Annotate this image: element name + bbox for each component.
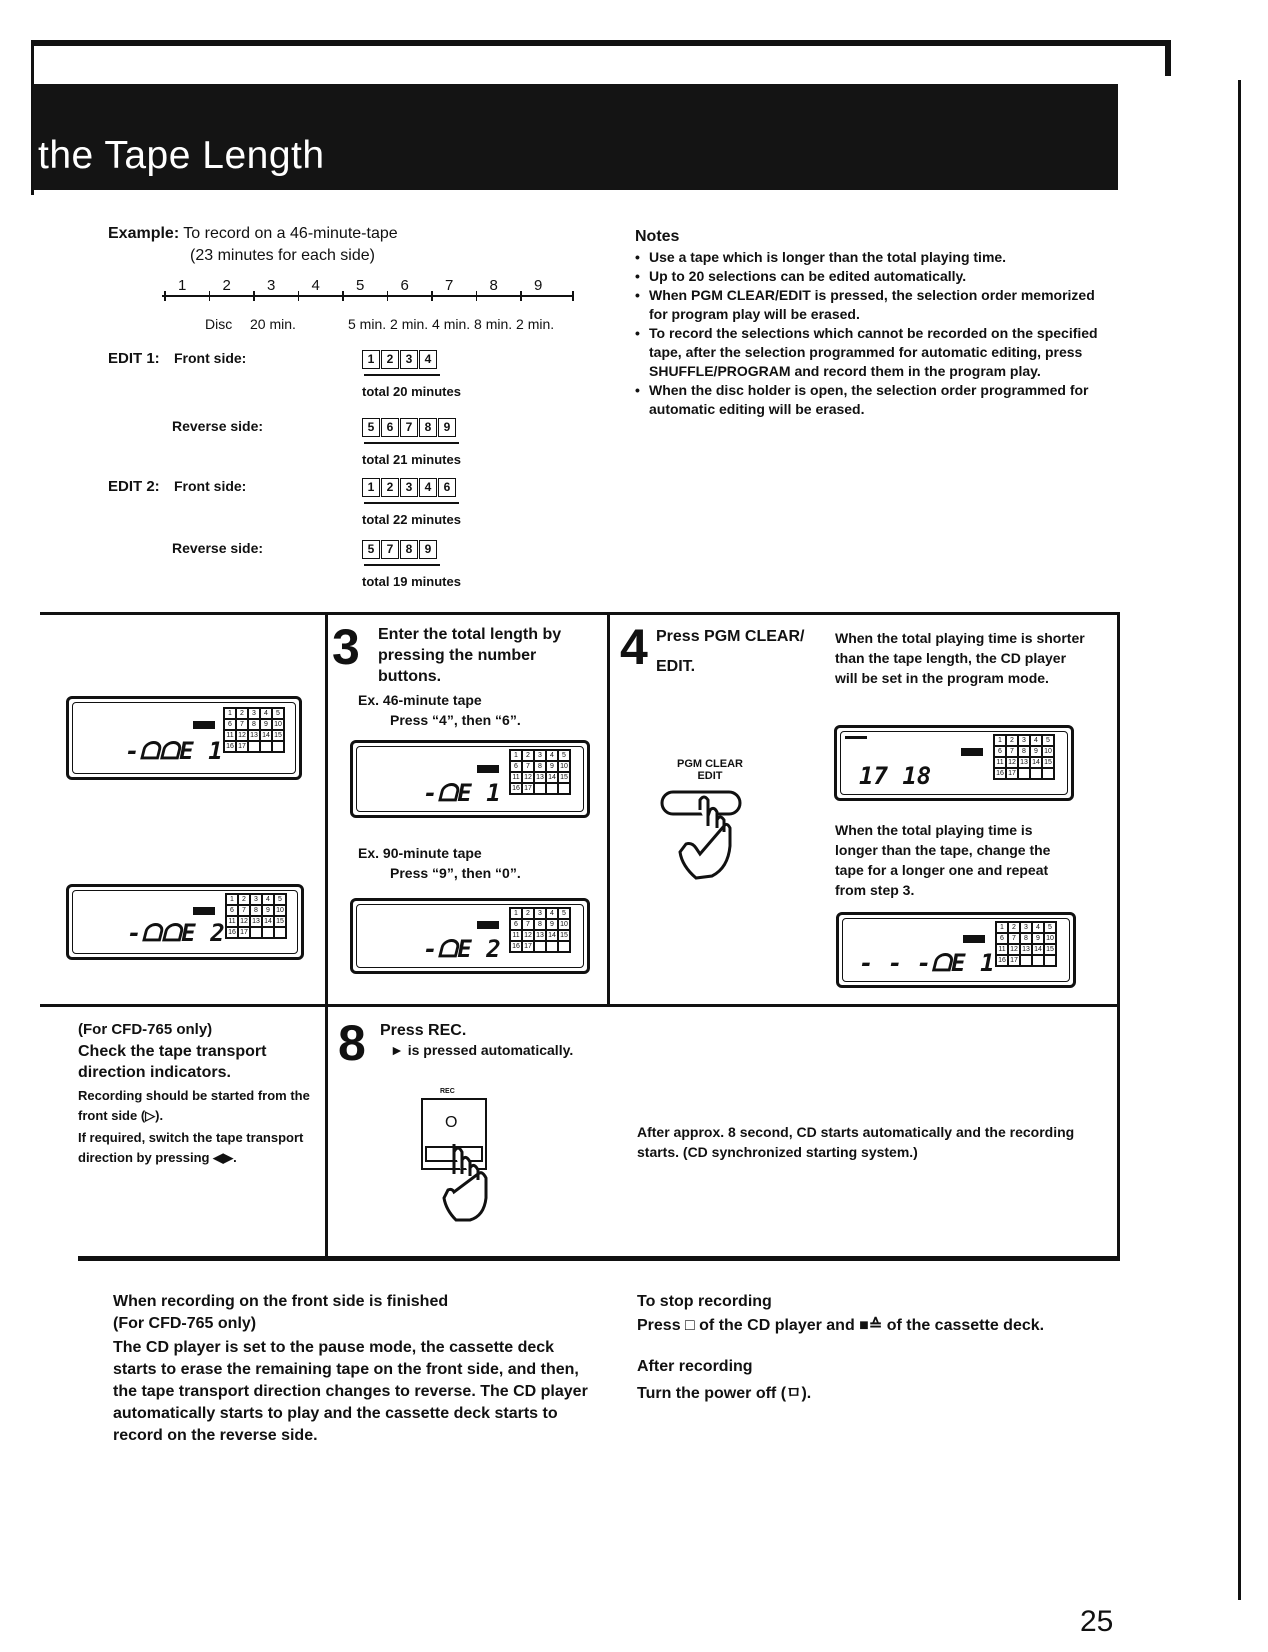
edit-side: Front side:	[174, 478, 247, 494]
grid-cell: 6	[996, 933, 1008, 944]
rec-symbol: O	[445, 1114, 458, 1131]
lcd-text: -ᗝE 1	[423, 779, 501, 807]
grid-cell	[546, 783, 558, 794]
track-boxes	[362, 478, 457, 497]
steps-top-rule	[40, 612, 1120, 615]
step3-ex2-text: Press “9”, then “0”.	[390, 865, 521, 881]
scale-tick	[164, 291, 166, 301]
grid-cell: 3	[534, 908, 546, 919]
scale-number: 6	[400, 277, 409, 294]
grid-cell: 2	[522, 908, 534, 919]
right-margin-rule	[1238, 80, 1241, 1600]
edit-total: total 19 minutes	[362, 574, 461, 589]
example-label: Example:	[108, 225, 180, 242]
grid-cell: 8	[1018, 746, 1030, 757]
step4-heading-line2: EDIT.	[656, 658, 696, 675]
step8-after-text: After approx. 8 second, CD starts automatically and the recording starts. (CD synchronized starting system.)	[637, 1124, 1075, 1160]
grid-cell	[558, 783, 570, 794]
grid-cell: 16	[996, 955, 1008, 966]
step-number-4: 4	[620, 619, 648, 675]
track-box: 1	[362, 478, 380, 497]
cfd-note-text-1: Recording should be started from the front side (▷).	[78, 1088, 310, 1123]
step3-ex1-label: Ex. 46-minute tape	[358, 692, 482, 708]
steps-divider-2	[607, 612, 610, 1005]
scale-tick	[387, 291, 389, 301]
edit-label: EDIT 2:	[108, 478, 160, 495]
track-bracket	[364, 502, 459, 504]
step3-heading: Enter the total length by pressing the number buttons.	[378, 626, 562, 685]
step4-text-2: When the total playing time is longer than the tape, change the tape for a longer one and repeat from step 3.	[835, 822, 1051, 898]
grid-cell: 2	[236, 708, 248, 719]
track-box: 7	[381, 540, 399, 559]
track-box: 2	[381, 350, 399, 369]
grid-cell: 2	[238, 894, 250, 905]
grid-cell: 16	[510, 783, 522, 794]
cfd-note-heading-1: (For CFD-765 only)	[78, 1021, 213, 1038]
track-boxes	[362, 418, 457, 437]
grid-cell: 17	[236, 741, 248, 752]
grid-cell: 5	[1042, 735, 1054, 746]
front-finished-heading: When recording on the front side is finished	[113, 1293, 449, 1310]
scale-label-mins: 5 min. 2 min. 4 min. 8 min. 2 min.	[348, 316, 555, 332]
grid-cell: 11	[510, 930, 522, 941]
grid-cell: 4	[262, 894, 274, 905]
grid-cell: 14	[1032, 944, 1044, 955]
example-subline: (23 minutes for each side)	[190, 247, 375, 264]
after-recording-text: Turn the power off (ㅁ).	[637, 1385, 812, 1402]
track-scale	[162, 277, 574, 313]
grid-cell	[1044, 955, 1056, 966]
grid-cell: 7	[236, 719, 248, 730]
grid-cell: 10	[558, 761, 570, 772]
front-finished-body: The CD player is set to the pause mode, the cassette deck starts to erase the remaining tape on the front side, and then, the tape transport direction changes to reverse. The CD player automatically starts to play and the cassette deck starts to record on the reverse side.	[113, 1339, 588, 1444]
grid-cell: 5	[558, 908, 570, 919]
grid-cell: 15	[558, 772, 570, 783]
grid-cell: 1	[510, 750, 522, 761]
step3-ex1-text: Press “4”, then “6”.	[390, 712, 521, 728]
lcd-display-5	[834, 725, 1074, 801]
grid-cell: 11	[994, 757, 1006, 768]
grid-cell: 14	[262, 916, 274, 927]
lcd-text: -ᗝᗝE 1	[125, 737, 223, 765]
grid-cell: 13	[1020, 944, 1032, 955]
top-right-corner	[1165, 40, 1171, 76]
grid-cell: 2	[1006, 735, 1018, 746]
track-grid	[509, 749, 571, 795]
scale-number: 5	[356, 277, 365, 294]
lcd-display-1	[66, 696, 302, 780]
grid-cell	[1042, 768, 1054, 779]
track-boxes	[362, 350, 438, 369]
grid-cell: 14	[260, 730, 272, 741]
scale-number: 7	[445, 277, 454, 294]
grid-cell: 8	[534, 761, 546, 772]
stop-recording-heading: To stop recording	[637, 1293, 772, 1310]
grid-cell: 1	[510, 908, 522, 919]
grid-cell: 16	[224, 741, 236, 752]
grid-cell: 11	[226, 916, 238, 927]
grid-cell: 9	[262, 905, 274, 916]
grid-cell: 10	[272, 719, 284, 730]
grid-cell: 5	[274, 894, 286, 905]
grid-cell: 1	[994, 735, 1006, 746]
track-box: 1	[362, 350, 380, 369]
grid-cell: 5	[558, 750, 570, 761]
track-box: 6	[438, 478, 456, 497]
step4-text-1: When the total playing time is shorter than the tape length, the CD player will be set in the program mode.	[835, 630, 1085, 686]
scale-number: 8	[489, 277, 498, 294]
note-item: • When PGM CLEAR/EDIT is pressed, the selection order memorized for program play will be erased.	[635, 286, 1115, 324]
grid-cell: 11	[510, 772, 522, 783]
note-item: • To record the selections which cannot be recorded on the specified tape, after the selection programmed for automatic editing, press SHUFFLE/PROGRAM and record them in the program play.	[635, 324, 1115, 381]
grid-cell: 16	[226, 927, 238, 938]
hand-pointer-icon	[440, 1140, 510, 1225]
grid-cell: 1	[226, 894, 238, 905]
scale-tick	[572, 291, 574, 301]
grid-cell: 13	[534, 930, 546, 941]
scale-label-20min: 20 min.	[250, 316, 296, 332]
grid-cell: 10	[274, 905, 286, 916]
notes-list	[635, 248, 1115, 419]
step3-ex2-label: Ex. 90-minute tape	[358, 845, 482, 861]
grid-cell: 6	[510, 761, 522, 772]
track-box: 5	[362, 418, 380, 437]
grid-cell	[1032, 955, 1044, 966]
grid-cell: 8	[248, 719, 260, 730]
scale-tick	[520, 291, 522, 301]
grid-cell: 7	[1006, 746, 1018, 757]
scale-label-disc: Disc	[205, 316, 233, 332]
step4-heading-line1: Press PGM CLEAR/	[656, 628, 805, 645]
pgm-clear-label: PGM CLEAR	[677, 758, 743, 770]
note-item: • Up to 20 selections can be edited automatically.	[635, 267, 1115, 286]
grid-cell: 4	[1032, 922, 1044, 933]
grid-cell: 9	[546, 761, 558, 772]
lcd-display-3	[350, 740, 590, 818]
grid-cell: 11	[224, 730, 236, 741]
grid-cell: 7	[1008, 933, 1020, 944]
grid-cell: 13	[250, 916, 262, 927]
grid-cell	[558, 941, 570, 952]
lcd-text: - - -ᗝE 1	[859, 949, 995, 977]
steps-bottom-rule	[78, 1256, 1120, 1261]
grid-cell	[534, 783, 546, 794]
track-bracket	[364, 442, 459, 444]
grid-cell: 8	[1020, 933, 1032, 944]
grid-cell: 17	[522, 783, 534, 794]
grid-cell: 6	[226, 905, 238, 916]
grid-cell: 17	[1008, 955, 1020, 966]
grid-cell	[260, 741, 272, 752]
grid-cell: 2	[522, 750, 534, 761]
page-number: 25	[1080, 1605, 1114, 1638]
track-grid	[995, 921, 1057, 967]
track-box: 3	[400, 478, 418, 497]
grid-cell: 12	[236, 730, 248, 741]
track-box: 7	[400, 418, 418, 437]
grid-cell: 5	[1044, 922, 1056, 933]
grid-cell	[274, 927, 286, 938]
grid-cell: 14	[546, 930, 558, 941]
grid-cell	[534, 941, 546, 952]
note-item: • When the disc holder is open, the selection order programmed for automatic editing will be erased.	[635, 381, 1115, 419]
grid-cell: 8	[534, 919, 546, 930]
track-box: 8	[400, 540, 418, 559]
track-box: 2	[381, 478, 399, 497]
scale-number: 2	[222, 277, 231, 294]
track-box: 4	[419, 478, 437, 497]
grid-cell: 16	[994, 768, 1006, 779]
example-heading	[108, 225, 398, 243]
grid-cell: 16	[510, 941, 522, 952]
grid-cell	[1020, 955, 1032, 966]
scale-number: 1	[178, 277, 187, 294]
grid-cell: 15	[272, 730, 284, 741]
step-number-8: 8	[338, 1015, 366, 1071]
track-bracket	[364, 564, 440, 566]
lcd-display-2	[66, 884, 304, 960]
grid-cell: 15	[558, 930, 570, 941]
grid-cell	[272, 741, 284, 752]
scale-tick	[431, 291, 433, 301]
grid-cell: 12	[1006, 757, 1018, 768]
grid-cell: 14	[1030, 757, 1042, 768]
track-box: 8	[419, 418, 437, 437]
grid-cell: 3	[534, 750, 546, 761]
pgm-clear-edit-label	[655, 758, 765, 782]
edit-total: total 20 minutes	[362, 384, 461, 399]
step8-subtext: ► is pressed automatically.	[390, 1042, 574, 1058]
track-bracket	[364, 374, 440, 376]
grid-cell: 17	[238, 927, 250, 938]
after-recording-heading: After recording	[637, 1358, 753, 1375]
edit-total: total 21 minutes	[362, 452, 461, 467]
note-item: • Use a tape which is longer than the total playing time.	[635, 248, 1115, 267]
track-grid	[993, 734, 1055, 780]
grid-cell: 13	[534, 772, 546, 783]
step8-heading: Press REC.	[380, 1022, 467, 1039]
grid-cell: 7	[522, 761, 534, 772]
track-box: 5	[362, 540, 380, 559]
grid-cell: 17	[522, 941, 534, 952]
steps-right-rule	[1117, 612, 1120, 1260]
grid-cell: 4	[260, 708, 272, 719]
grid-cell: 4	[546, 750, 558, 761]
grid-cell	[1018, 768, 1030, 779]
grid-cell: 6	[224, 719, 236, 730]
grid-cell: 13	[248, 730, 260, 741]
grid-cell: 12	[522, 930, 534, 941]
grid-cell: 7	[522, 919, 534, 930]
scale-tick	[342, 291, 344, 301]
steps-divider-1	[325, 612, 328, 1260]
lcd-text: -ᗝᗝE 2	[127, 919, 225, 947]
grid-cell: 14	[546, 772, 558, 783]
track-box: 4	[419, 350, 437, 369]
grid-cell: 11	[996, 944, 1008, 955]
lcd-display-4	[350, 898, 590, 974]
scale-tick	[298, 291, 300, 301]
edit-total: total 22 minutes	[362, 512, 461, 527]
lcd-text: -ᗝE 2	[423, 935, 501, 963]
grid-cell: 6	[994, 746, 1006, 757]
edit-side: Reverse side:	[172, 540, 264, 556]
grid-cell: 7	[238, 905, 250, 916]
notes-title: Notes	[635, 228, 680, 245]
grid-cell: 15	[274, 916, 286, 927]
step-number-3: 3	[332, 619, 360, 675]
scale-tick	[476, 291, 478, 301]
grid-cell: 12	[522, 772, 534, 783]
grid-cell: 4	[546, 908, 558, 919]
pgm-clear-edit-button[interactable]	[656, 786, 776, 886]
scale-tick	[209, 291, 211, 301]
edit-label: EDIT	[697, 770, 723, 782]
grid-cell: 15	[1042, 757, 1054, 768]
edit-label: EDIT 1:	[108, 350, 160, 367]
grid-cell: 3	[1018, 735, 1030, 746]
grid-cell: 9	[1030, 746, 1042, 757]
top-rule	[31, 40, 1171, 46]
grid-cell: 8	[250, 905, 262, 916]
grid-cell: 3	[248, 708, 260, 719]
grid-cell: 10	[558, 919, 570, 930]
page-title: the Tape Length	[38, 134, 325, 177]
lcd-text: 17 18	[859, 762, 932, 790]
grid-cell	[248, 741, 260, 752]
grid-cell	[262, 927, 274, 938]
cfd-note-text-2: If required, switch the tape transport direction by pressing ◀▶.	[78, 1130, 304, 1165]
grid-cell: 3	[250, 894, 262, 905]
grid-cell: 5	[272, 708, 284, 719]
track-box: 9	[419, 540, 437, 559]
track-boxes	[362, 540, 438, 559]
steps-mid-rule	[40, 1004, 1120, 1007]
grid-cell: 9	[260, 719, 272, 730]
cfd-note-heading-2: Check the tape transport direction indicators.	[78, 1043, 267, 1081]
grid-cell: 12	[1008, 944, 1020, 955]
scale-number: 3	[267, 277, 276, 294]
track-box: 9	[438, 418, 456, 437]
grid-cell: 13	[1018, 757, 1030, 768]
grid-cell: 1	[996, 922, 1008, 933]
grid-cell	[546, 941, 558, 952]
scale-line	[162, 295, 574, 297]
track-grid	[225, 893, 287, 939]
grid-cell: 2	[1008, 922, 1020, 933]
edit-side: Front side:	[174, 350, 247, 366]
grid-cell: 9	[546, 919, 558, 930]
stop-recording-text: Press □ of the CD player and ■≙ of the cassette deck.	[637, 1317, 1045, 1334]
rec-label: REC	[440, 1088, 455, 1095]
scale-tick	[253, 291, 255, 301]
front-finished-subheading: (For CFD-765 only)	[113, 1315, 257, 1332]
scale-number: 4	[311, 277, 320, 294]
grid-cell: 6	[510, 919, 522, 930]
grid-cell: 1	[224, 708, 236, 719]
grid-cell	[250, 927, 262, 938]
grid-cell: 17	[1006, 768, 1018, 779]
grid-cell: 10	[1042, 746, 1054, 757]
track-grid	[223, 707, 285, 753]
grid-cell: 15	[1044, 944, 1056, 955]
track-box: 3	[400, 350, 418, 369]
grid-cell: 4	[1030, 735, 1042, 746]
edit-side: Reverse side:	[172, 418, 264, 434]
track-grid	[509, 907, 571, 953]
lcd-display-6	[836, 912, 1076, 988]
grid-cell: 10	[1044, 933, 1056, 944]
grid-cell: 3	[1020, 922, 1032, 933]
scale-number: 9	[534, 277, 543, 294]
grid-cell	[1030, 768, 1042, 779]
example-text: To record on a 46-minute-tape	[183, 225, 398, 242]
grid-cell: 9	[1032, 933, 1044, 944]
grid-cell: 12	[238, 916, 250, 927]
track-box: 6	[381, 418, 399, 437]
